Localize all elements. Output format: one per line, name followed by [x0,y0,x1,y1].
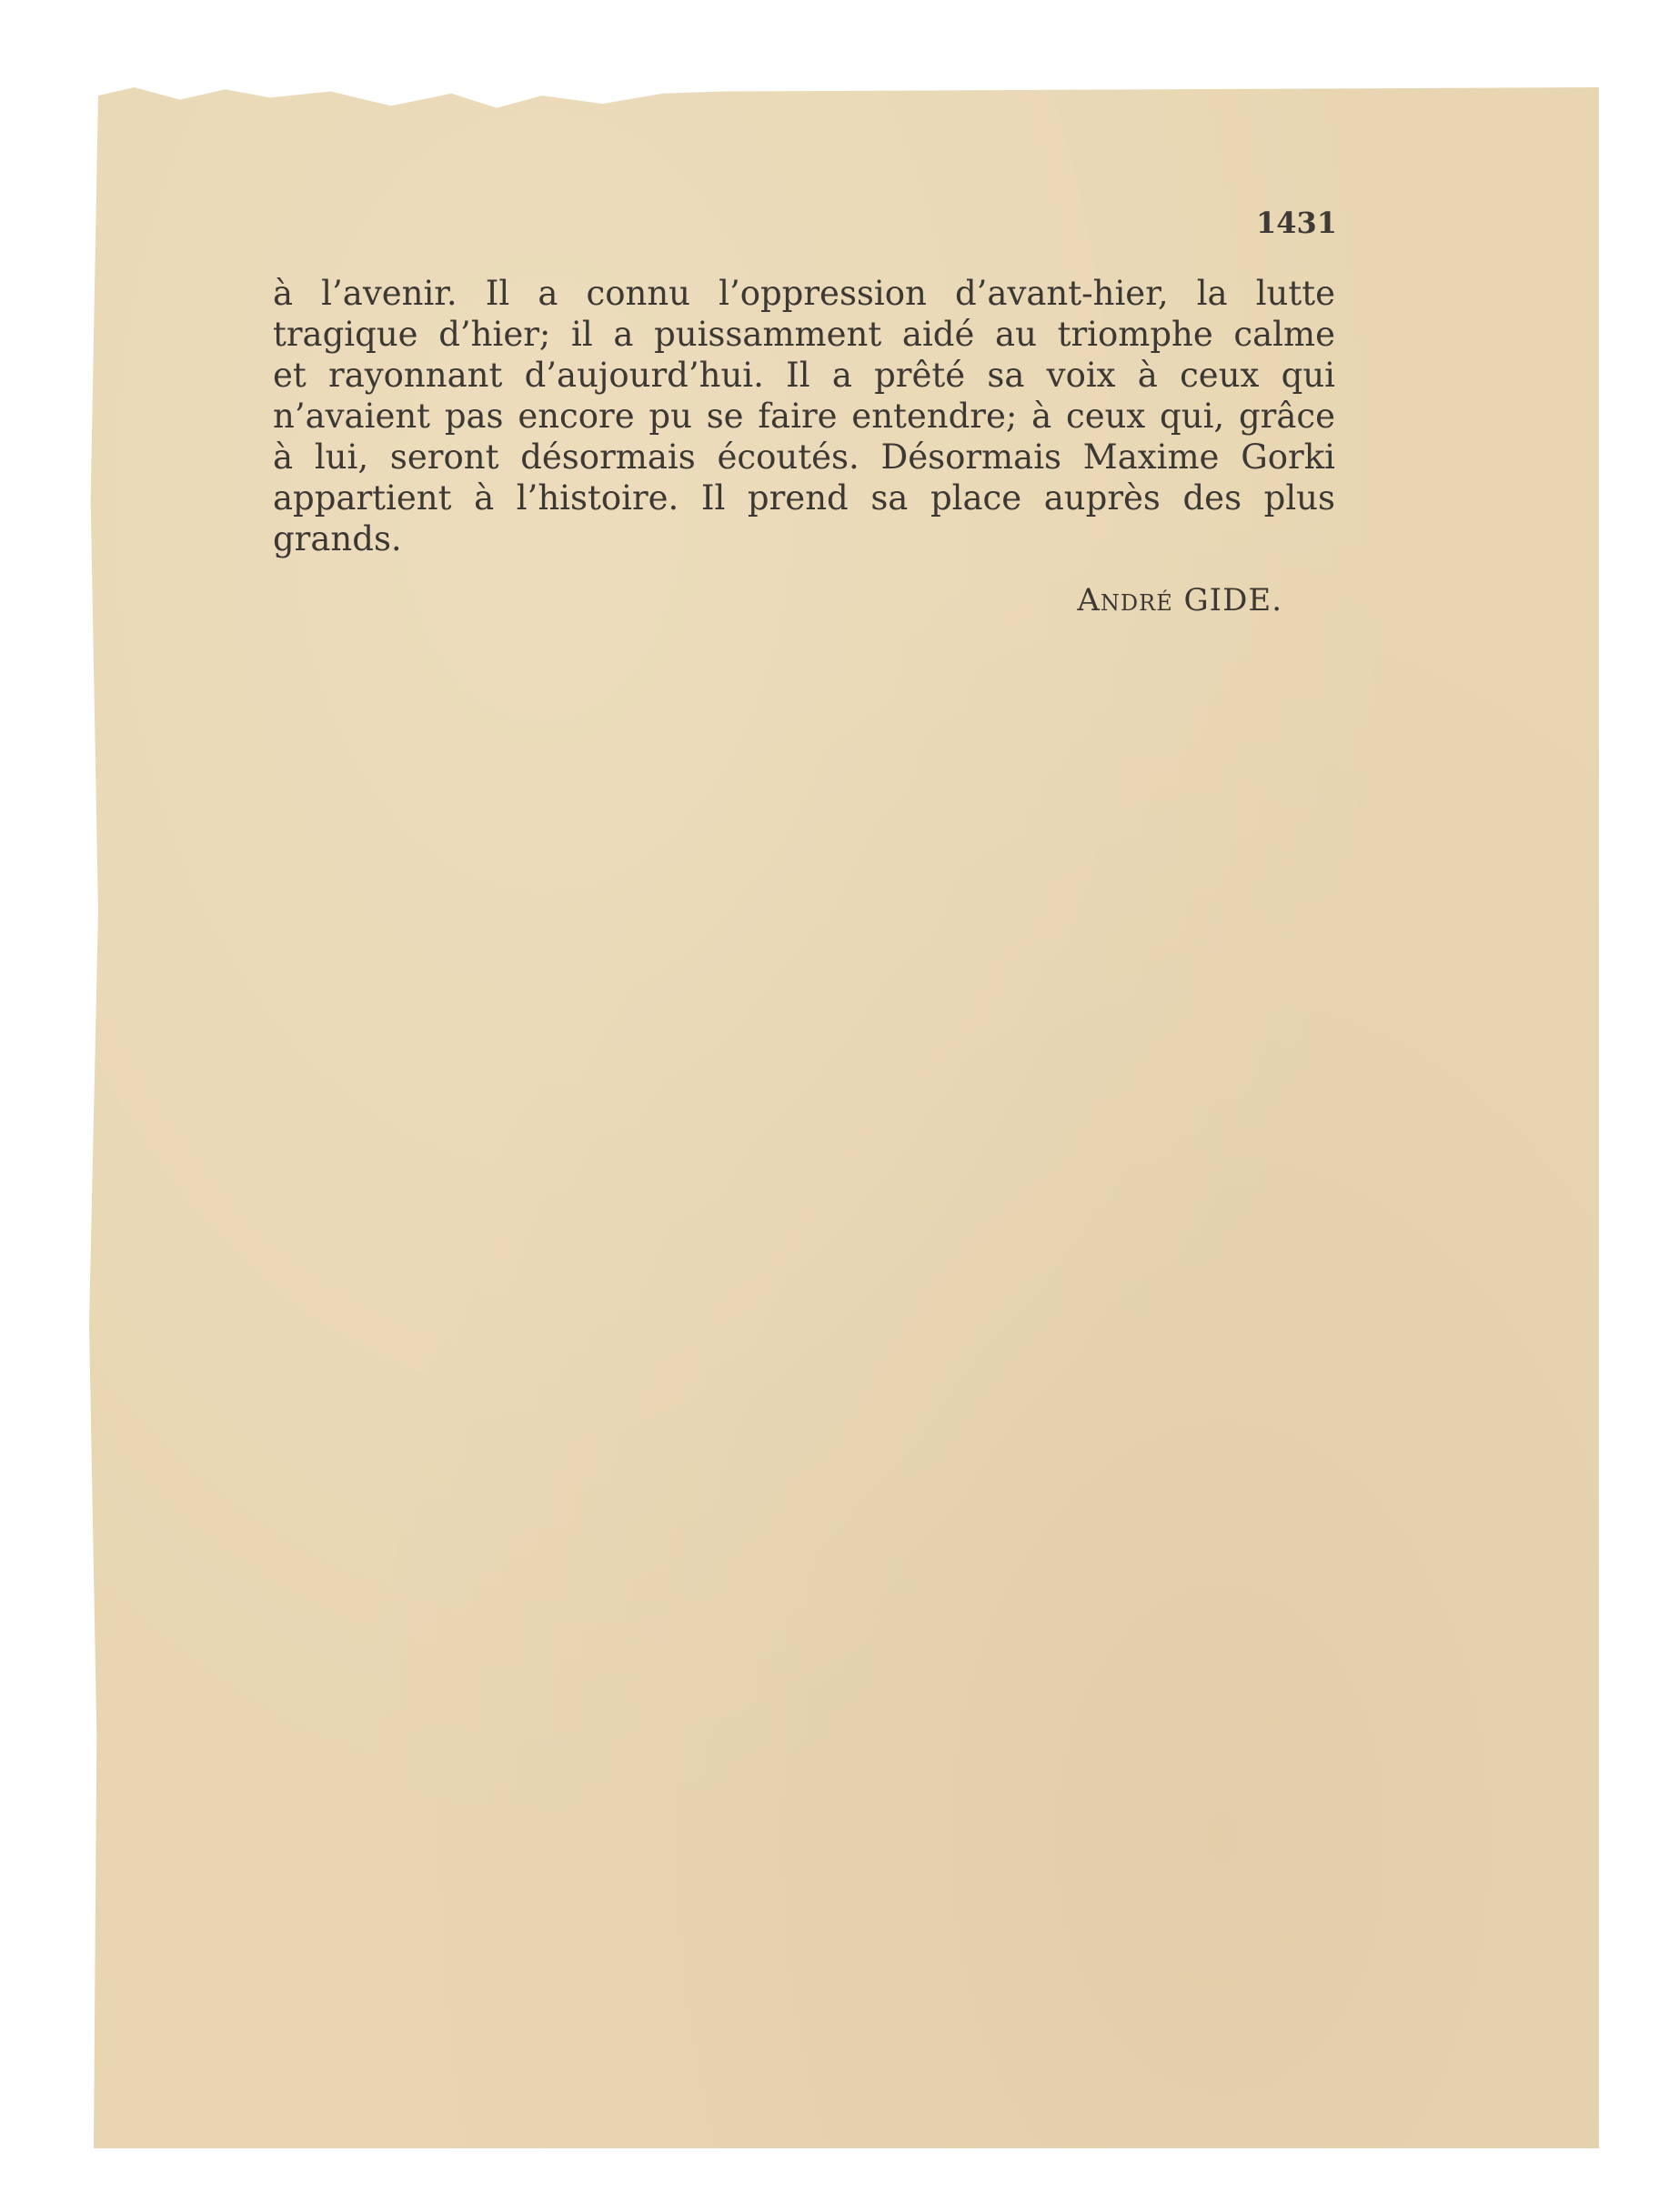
author-signature: André GIDE. [1077,582,1282,618]
text-line: appartient à l’histoire. Il prend sa place auprès des plus [273,478,1335,518]
text-line: n’avaient pas encore pu se faire entendre; à ceux qui, grâce [273,397,1335,436]
text-line: à l’avenir. Il a connu l’oppression d’avant-hier, la lutte [273,274,1335,313]
page-number: 1431 [1255,206,1337,240]
text-line: à lui, seront désormais écoutés. Désormais Maxime Gorki [273,437,1335,477]
text-line: tragique d’hier; il a puissamment aidé au triomphe calme [273,315,1335,354]
text-line: grands. [273,519,402,558]
text-line: et rayonnant d’aujourd’hui. Il a prêté sa voix à ceux qui [273,356,1335,395]
body-paragraph [273,273,1335,559]
